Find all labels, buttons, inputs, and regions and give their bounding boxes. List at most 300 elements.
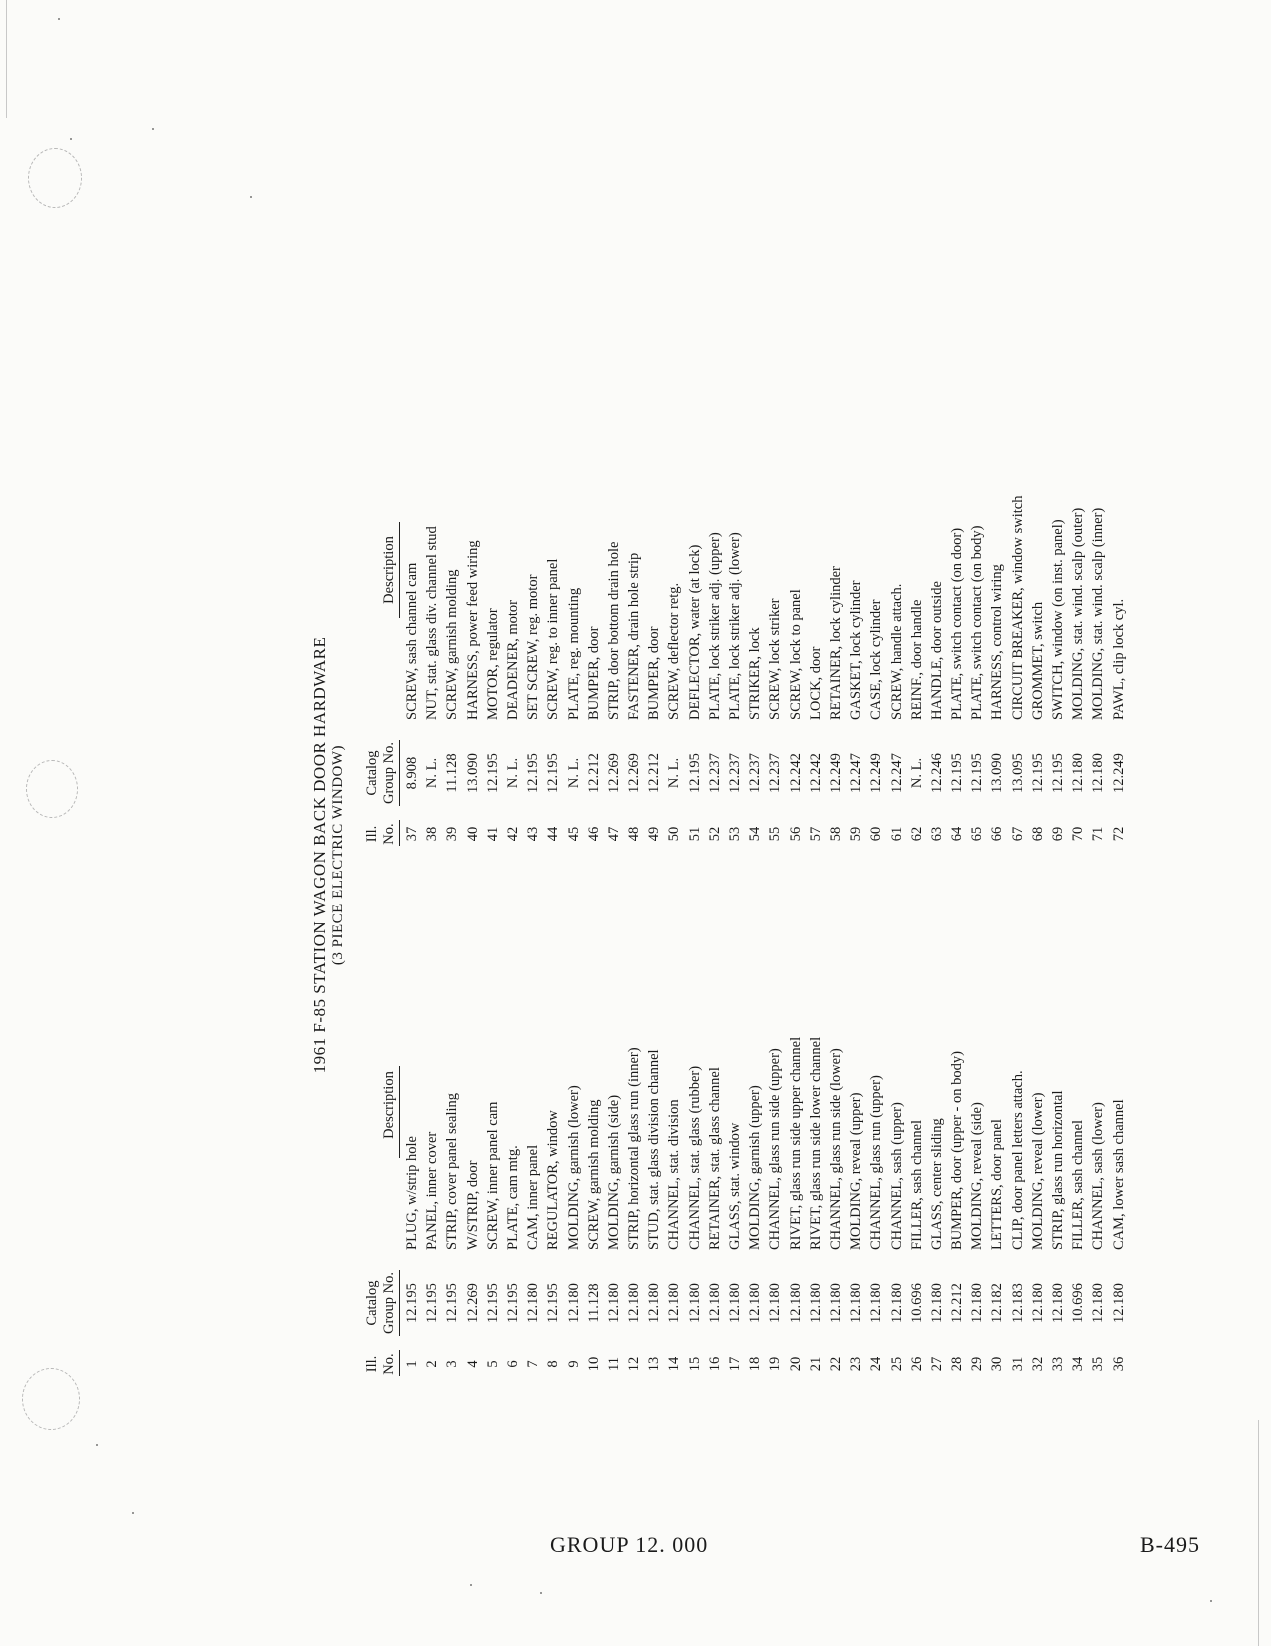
description-cell: STRIP, horizontal glass run (inner) (626, 1047, 643, 1250)
catalog-group-cell: 12.180 (1029, 1283, 1046, 1323)
table-row (947, 340, 967, 850)
ill-no-cell: 62 (908, 826, 925, 842)
ill-no-cell: 6 (504, 1360, 521, 1368)
catalog-group-cell: 12.195 (949, 753, 966, 793)
ill-no-cell: 43 (525, 826, 542, 842)
ill-no-cell: 9 (565, 1360, 582, 1368)
ill-no-cell: 61 (888, 826, 905, 842)
table-row (685, 880, 705, 1380)
description-cell: RETAINER, lock cylinder (827, 566, 844, 720)
catalog-group-cell: 12.249 (827, 753, 844, 793)
ill-no-cell: 5 (484, 1360, 501, 1368)
table-row (947, 880, 967, 1380)
catalog-group-cell: 12.180 (525, 1283, 542, 1323)
table-row (987, 340, 1007, 850)
catalog-group-cell: 12.195 (1050, 753, 1066, 793)
ill-no-cell: 30 (989, 1356, 1006, 1372)
description-cell: FILLER, sash channel (1070, 1119, 1087, 1250)
table-row (786, 880, 806, 1380)
ill-no-cell: 19 (767, 1356, 784, 1372)
catalog-group-cell: 12.195 (444, 1283, 461, 1323)
catalog-group-cell: N. L. (908, 757, 925, 789)
catalog-group-cell: 12.180 (666, 1283, 683, 1323)
table-row (846, 880, 866, 1380)
ill-no-cell: 56 (787, 826, 804, 842)
catalog-group-cell: 12.180 (1050, 1283, 1066, 1323)
description-cell: FILLER, sash channel (908, 1119, 925, 1250)
table-row (826, 340, 846, 850)
ill-no-cell: 52 (706, 826, 723, 842)
table-row (907, 340, 927, 850)
header-catalog-group (364, 1268, 398, 1338)
ill-no-cell: 65 (969, 826, 986, 842)
scan-speck (1210, 1600, 1212, 1602)
ill-no-cell: 25 (888, 1356, 905, 1372)
table-row (644, 340, 664, 850)
table-row (584, 340, 604, 850)
table-row (1008, 880, 1028, 1380)
ill-no-cell: 22 (827, 1356, 844, 1372)
header-ill-line2: No. (381, 823, 397, 845)
table-row (1088, 880, 1108, 1380)
description-cell: RIVET, glass run side lower channel (807, 1036, 824, 1250)
ill-no-cell: 15 (686, 1356, 703, 1372)
parts-table-left (402, 880, 1129, 1380)
description-cell: CAM, lower sash channel (1110, 1099, 1127, 1250)
header-description (381, 960, 398, 1250)
description-cell: STRIKER, lock (747, 627, 764, 720)
description-cell: PLATE, cam mtg. (504, 1145, 521, 1250)
catalog-group-cell: 12.212 (949, 1283, 966, 1323)
ill-no-cell: 70 (1070, 826, 1087, 842)
catalog-group-cell: 12.180 (605, 1283, 622, 1323)
scan-speck (250, 196, 252, 198)
ill-no-cell: 4 (464, 1360, 481, 1368)
catalog-group-cell: 12.195 (424, 1283, 441, 1323)
description-cell: CHANNEL, stat. glass (rubber) (686, 1065, 703, 1250)
table-row (745, 880, 765, 1380)
catalog-group-cell: 11.128 (444, 753, 461, 793)
description-cell: DEADENER, motor (504, 599, 521, 720)
table-row (624, 880, 644, 1380)
header-ill-line1: Ill. (364, 825, 380, 843)
catalog-group-cell: 12.180 (565, 1283, 582, 1323)
description-cell: PLATE, lock striker adj. (upper) (706, 532, 723, 720)
ill-no-cell: 60 (868, 826, 885, 842)
catalog-group-cell: 12.180 (1070, 753, 1087, 793)
ill-no-cell: 58 (827, 826, 844, 842)
table-row (664, 340, 684, 850)
table-row (463, 340, 483, 850)
table-row (705, 340, 725, 850)
catalog-group-cell: 10.696 (908, 1283, 925, 1323)
catalog-group-cell: 12.195 (484, 1283, 501, 1323)
description-cell: HANDLE, door outside (928, 581, 945, 720)
ill-no-cell: 33 (1050, 1356, 1066, 1372)
ill-no-cell: 38 (424, 826, 441, 842)
header-catalog-line1: Catalog (364, 1280, 380, 1326)
catalog-group-cell: 12.237 (767, 753, 784, 793)
catalog-group-cell: 10.696 (1070, 1283, 1087, 1323)
table-row (765, 880, 785, 1380)
header-rule (399, 740, 400, 806)
description-cell: SET SCREW, reg. motor (525, 574, 542, 720)
header-rule (399, 1350, 400, 1376)
header-ill-no (364, 1348, 398, 1380)
ill-no-cell: 16 (706, 1356, 723, 1372)
description-cell: MOLDING, garnish (side) (605, 1094, 622, 1250)
catalog-group-cell: 12.180 (706, 1283, 723, 1323)
ill-no-cell: 7 (525, 1360, 542, 1368)
description-cell: CHANNEL, glass run side (lower) (827, 1048, 844, 1250)
table-row (523, 340, 543, 850)
ill-no-cell: 11 (605, 1357, 622, 1371)
description-cell: MOLDING, garnish (upper) (747, 1085, 764, 1250)
table-row (503, 880, 523, 1380)
description-cell: GASKET, lock cylinder (848, 580, 865, 720)
description-cell: STUD, stat. glass division channel (646, 1049, 663, 1250)
catalog-group-cell: 12.180 (787, 1283, 804, 1323)
ill-no-cell: 24 (868, 1356, 885, 1372)
table-row (866, 880, 886, 1380)
ill-no-cell: 51 (686, 826, 703, 842)
header-catalog-line2: Group No. (381, 1271, 397, 1335)
ill-no-cell: 53 (727, 826, 743, 842)
table-row (1028, 880, 1048, 1380)
description-cell: PLUG, w/strip hole (404, 1136, 420, 1250)
description-cell: CIRCUIT BREAKER, window switch (1009, 495, 1026, 720)
catalog-group-cell: 12.195 (484, 753, 501, 793)
ill-no-cell: 66 (989, 826, 1006, 842)
table-row (1068, 340, 1088, 850)
description-cell: W/STRIP, door (464, 1160, 481, 1250)
table-row (967, 880, 987, 1380)
table-row (907, 880, 927, 1380)
ill-no-cell: 1 (404, 1360, 420, 1368)
catalog-group-cell: 13.095 (1009, 753, 1026, 793)
table-row (987, 880, 1007, 1380)
description-cell: STRIP, cover panel sealing (444, 1092, 461, 1250)
catalog-group-cell: 12.180 (1110, 1283, 1127, 1323)
ill-no-cell: 71 (1090, 826, 1107, 842)
table-row (1068, 880, 1088, 1380)
ill-no-cell: 63 (928, 826, 945, 842)
header-ill-line1: Ill. (364, 1355, 380, 1373)
catalog-group-cell: 12.269 (605, 753, 622, 793)
description-cell: SCREW, garnish molding (444, 569, 461, 720)
ill-no-cell: 29 (969, 1356, 986, 1372)
ill-no-cell: 55 (767, 826, 784, 842)
ill-no-cell: 50 (666, 826, 683, 842)
punch-hole-top (28, 148, 82, 208)
description-cell: SCREW, garnish molding (585, 1099, 602, 1250)
table-row (543, 340, 563, 850)
page-title: 1961 F-85 STATION WAGON BACK DOOR HARDWARE (310, 636, 329, 1074)
ill-no-cell: 20 (787, 1356, 804, 1372)
header-rule (399, 1066, 400, 1158)
scan-speck (540, 1592, 542, 1594)
ill-no-cell: 44 (545, 826, 562, 842)
ill-no-cell: 59 (848, 826, 865, 842)
table-row (887, 340, 907, 850)
header-rule (399, 1270, 400, 1336)
catalog-group-cell: 12.195 (525, 753, 542, 793)
catalog-group-cell: 12.249 (1110, 753, 1127, 793)
description-cell: GROMMET, switch (1029, 601, 1046, 720)
description-cell: PLATE, reg. mounting (565, 587, 582, 720)
ill-no-cell: 18 (747, 1356, 764, 1372)
catalog-group-cell: 12.195 (686, 753, 703, 793)
description-cell: DEFLECTOR, water (at lock) (686, 544, 703, 720)
description-cell: PANEL, inner cover (424, 1131, 441, 1250)
table-row (866, 340, 886, 850)
table-row (503, 340, 523, 850)
catalog-group-cell: 12.195 (404, 1283, 420, 1323)
ill-no-cell: 42 (504, 826, 521, 842)
catalog-group-cell: N. L. (424, 757, 441, 789)
table-row (604, 880, 624, 1380)
ill-no-cell: 2 (424, 1360, 441, 1368)
table-row (806, 340, 826, 850)
description-cell: BUMPER, door (585, 626, 602, 720)
description-cell: REGULATOR, window (545, 1110, 562, 1250)
catalog-group-cell: 12.237 (727, 753, 743, 793)
table-row (927, 340, 947, 850)
description-cell: LOCK, door (807, 646, 824, 720)
table-row (927, 880, 947, 1380)
description-cell: PLATE, switch contact (on body) (969, 525, 986, 720)
header-catalog-line1: Catalog (364, 750, 380, 796)
table-row (745, 340, 765, 850)
table-row (1048, 340, 1068, 850)
description-cell: MOLDING, stat. wind. scalp (inner) (1090, 507, 1107, 720)
scan-edge-line (6, 0, 7, 118)
ill-no-cell: 12 (626, 1356, 643, 1372)
table-row (725, 340, 745, 850)
ill-no-cell: 14 (666, 1356, 683, 1372)
ill-no-cell: 13 (646, 1356, 663, 1372)
description-cell: REINF., door handle (908, 599, 925, 720)
table-row (523, 880, 543, 1380)
ill-no-cell: 37 (404, 826, 420, 842)
description-cell: RETAINER, stat. glass channel (706, 1067, 723, 1250)
description-cell: STRIP, door bottom drain hole (605, 541, 622, 720)
ill-no-cell: 40 (464, 826, 481, 842)
table-row (442, 880, 462, 1380)
table-row (442, 340, 462, 850)
table-row (624, 340, 644, 850)
ill-no-cell: 47 (605, 826, 622, 842)
description-cell: CAM, inner panel (525, 1144, 542, 1250)
description-cell: MOLDING, stat. wind. scalp (outer) (1070, 507, 1087, 720)
table-row (1109, 340, 1129, 850)
catalog-group-cell: 12.180 (868, 1283, 885, 1323)
table-row (1008, 340, 1028, 850)
catalog-group-cell: 12.246 (928, 753, 945, 793)
catalog-group-cell: 12.249 (868, 753, 885, 793)
catalog-group-cell: 12.180 (747, 1283, 764, 1323)
catalog-group-cell: 12.180 (888, 1283, 905, 1323)
catalog-group-cell: 12.269 (626, 753, 643, 793)
ill-no-cell: 48 (626, 826, 643, 842)
ill-no-cell: 23 (848, 1356, 865, 1372)
catalog-group-cell: 8.908 (404, 756, 420, 790)
description-cell: SCREW, sash channel cam (404, 562, 420, 720)
ill-no-cell: 49 (646, 826, 663, 842)
page-subtitle: (3 PIECE ELECTRIC WINDOW) (330, 744, 346, 966)
table-row (705, 880, 725, 1380)
ill-no-cell: 69 (1050, 826, 1066, 842)
scan-speck (58, 18, 60, 20)
description-cell: PLATE, lock striker adj. (lower) (727, 532, 743, 720)
catalog-group-cell: 12.242 (807, 753, 824, 793)
scan-speck (152, 128, 154, 130)
scan-speck (96, 1444, 98, 1446)
header-description (381, 420, 398, 720)
ill-no-cell: 36 (1110, 1356, 1127, 1372)
header-ill-no (364, 818, 398, 850)
catalog-group-cell: 12.180 (807, 1283, 824, 1323)
table-row (543, 880, 563, 1380)
ill-no-cell: 45 (565, 826, 582, 842)
description-cell: MOLDING, reveal (side) (969, 1102, 986, 1250)
description-cell: MOLDING, garnish (lower) (565, 1085, 582, 1250)
table-row (483, 880, 503, 1380)
header-rule (399, 820, 400, 846)
scan-speck (132, 1512, 134, 1514)
catalog-group-cell: N. L. (565, 757, 582, 789)
catalog-group-cell: 12.182 (989, 1283, 1006, 1323)
description-cell: STRIP, glass run horizontal (1050, 1090, 1066, 1250)
table-row (402, 880, 422, 1380)
parts-table-right (402, 340, 1129, 850)
table-row (402, 340, 422, 850)
table-row (463, 880, 483, 1380)
description-cell: FASTENER, drain hole strip (626, 552, 643, 720)
header-catalog-line2: Group No. (381, 741, 397, 805)
catalog-group-cell: 12.269 (464, 1283, 481, 1323)
catalog-group-cell: 12.180 (848, 1283, 865, 1323)
header-rule (399, 522, 400, 618)
description-cell: CHANNEL, glass run (upper) (868, 1075, 885, 1250)
catalog-group-cell: 12.195 (1029, 753, 1046, 793)
catalog-group-cell: 12.180 (686, 1283, 703, 1323)
catalog-group-cell: 12.237 (747, 753, 764, 793)
ill-no-cell: 34 (1070, 1356, 1087, 1372)
ill-no-cell: 32 (1029, 1356, 1046, 1372)
table-row (422, 340, 442, 850)
description-cell: GLASS, center sliding (928, 1118, 945, 1250)
parts-list-sheet (310, 330, 1170, 1380)
catalog-group-cell: 12.180 (767, 1283, 784, 1323)
ill-no-cell: 67 (1009, 826, 1026, 842)
table-row (846, 340, 866, 850)
header-ill-line2: No. (381, 1353, 397, 1375)
catalog-group-cell: 12.180 (1090, 1283, 1107, 1323)
description-cell: SCREW, deflector retg. (666, 582, 683, 720)
catalog-group-cell: 13.090 (989, 753, 1006, 793)
catalog-group-cell: 12.180 (646, 1283, 663, 1323)
description-cell: MOTOR, regulator (484, 608, 501, 720)
description-cell: PLATE, switch contact (on door) (949, 527, 966, 720)
description-cell: CLIP, door panel letters attach. (1009, 1070, 1026, 1250)
description-cell: SWITCH, window (on inst. panel) (1050, 519, 1066, 720)
ill-no-cell: 27 (928, 1356, 945, 1372)
catalog-group-cell: 12.183 (1009, 1283, 1026, 1323)
scan-edge-line (1258, 1420, 1259, 1646)
table-row (967, 340, 987, 850)
footer-page-number: B-495 (1140, 1532, 1200, 1557)
catalog-group-cell: 12.237 (706, 753, 723, 793)
header-description-label: Description (381, 1071, 397, 1139)
catalog-group-cell: 12.242 (787, 753, 804, 793)
catalog-group-cell: 11.128 (585, 1283, 602, 1323)
catalog-group-cell: N. L. (666, 757, 683, 789)
description-cell: CHANNEL, sash (upper) (888, 1102, 905, 1250)
table-row (483, 340, 503, 850)
ill-no-cell: 57 (807, 826, 824, 842)
table-row (786, 340, 806, 850)
scan-speck (70, 138, 72, 140)
ill-no-cell: 41 (484, 826, 501, 842)
description-cell: MOLDING, reveal (lower) (1029, 1092, 1046, 1250)
ill-no-cell: 10 (585, 1356, 602, 1372)
description-cell: BUMPER, door (upper - on body) (949, 1051, 966, 1250)
description-cell: LETTERS, door panel (989, 1119, 1006, 1250)
catalog-group-cell: 13.090 (464, 753, 481, 793)
description-cell: SCREW, handle attach. (888, 583, 905, 720)
catalog-group-cell: 12.212 (646, 753, 663, 793)
table-row (564, 340, 584, 850)
table-row (887, 880, 907, 1380)
description-cell: MOLDING, reveal (upper) (848, 1092, 865, 1250)
description-cell: CHANNEL, sash (lower) (1090, 1102, 1107, 1250)
ill-no-cell: 68 (1029, 826, 1046, 842)
description-cell: HARNESS, power feed wiring (464, 540, 481, 720)
ill-no-cell: 54 (747, 826, 764, 842)
table-row (1028, 340, 1048, 850)
header-catalog-group (364, 738, 398, 808)
catalog-group-cell: N. L. (504, 757, 521, 789)
ill-no-cell: 26 (908, 1356, 925, 1372)
ill-no-cell: 72 (1110, 826, 1127, 842)
description-cell: CHANNEL, stat. division (666, 1099, 683, 1250)
ill-no-cell: 28 (949, 1356, 966, 1372)
catalog-group-cell: 12.195 (969, 753, 986, 793)
ill-no-cell: 3 (444, 1360, 461, 1368)
header-description-label: Description (381, 536, 397, 604)
footer-group-label: GROUP 12. 000 (550, 1532, 709, 1557)
description-cell: RIVET, glass run side upper channel (787, 1036, 804, 1250)
catalog-group-cell: 12.180 (969, 1283, 986, 1323)
catalog-group-cell: 12.247 (888, 753, 905, 793)
scan-speck (470, 1584, 472, 1586)
ill-no-cell: 35 (1090, 1356, 1107, 1372)
table-row (1088, 340, 1108, 850)
table-row (685, 340, 705, 850)
description-cell: SCREW, lock to panel (787, 589, 804, 720)
table-row (664, 880, 684, 1380)
table-row (1109, 880, 1129, 1380)
catalog-group-cell: 12.195 (504, 1283, 521, 1323)
table-row (1048, 880, 1068, 1380)
catalog-group-cell: 12.180 (928, 1283, 945, 1323)
catalog-group-cell: 12.247 (848, 753, 865, 793)
ill-no-cell: 31 (1009, 1356, 1026, 1372)
description-cell: CHANNEL, glass run side (upper) (767, 1048, 784, 1250)
table-row (644, 880, 664, 1380)
table-row (604, 340, 624, 850)
